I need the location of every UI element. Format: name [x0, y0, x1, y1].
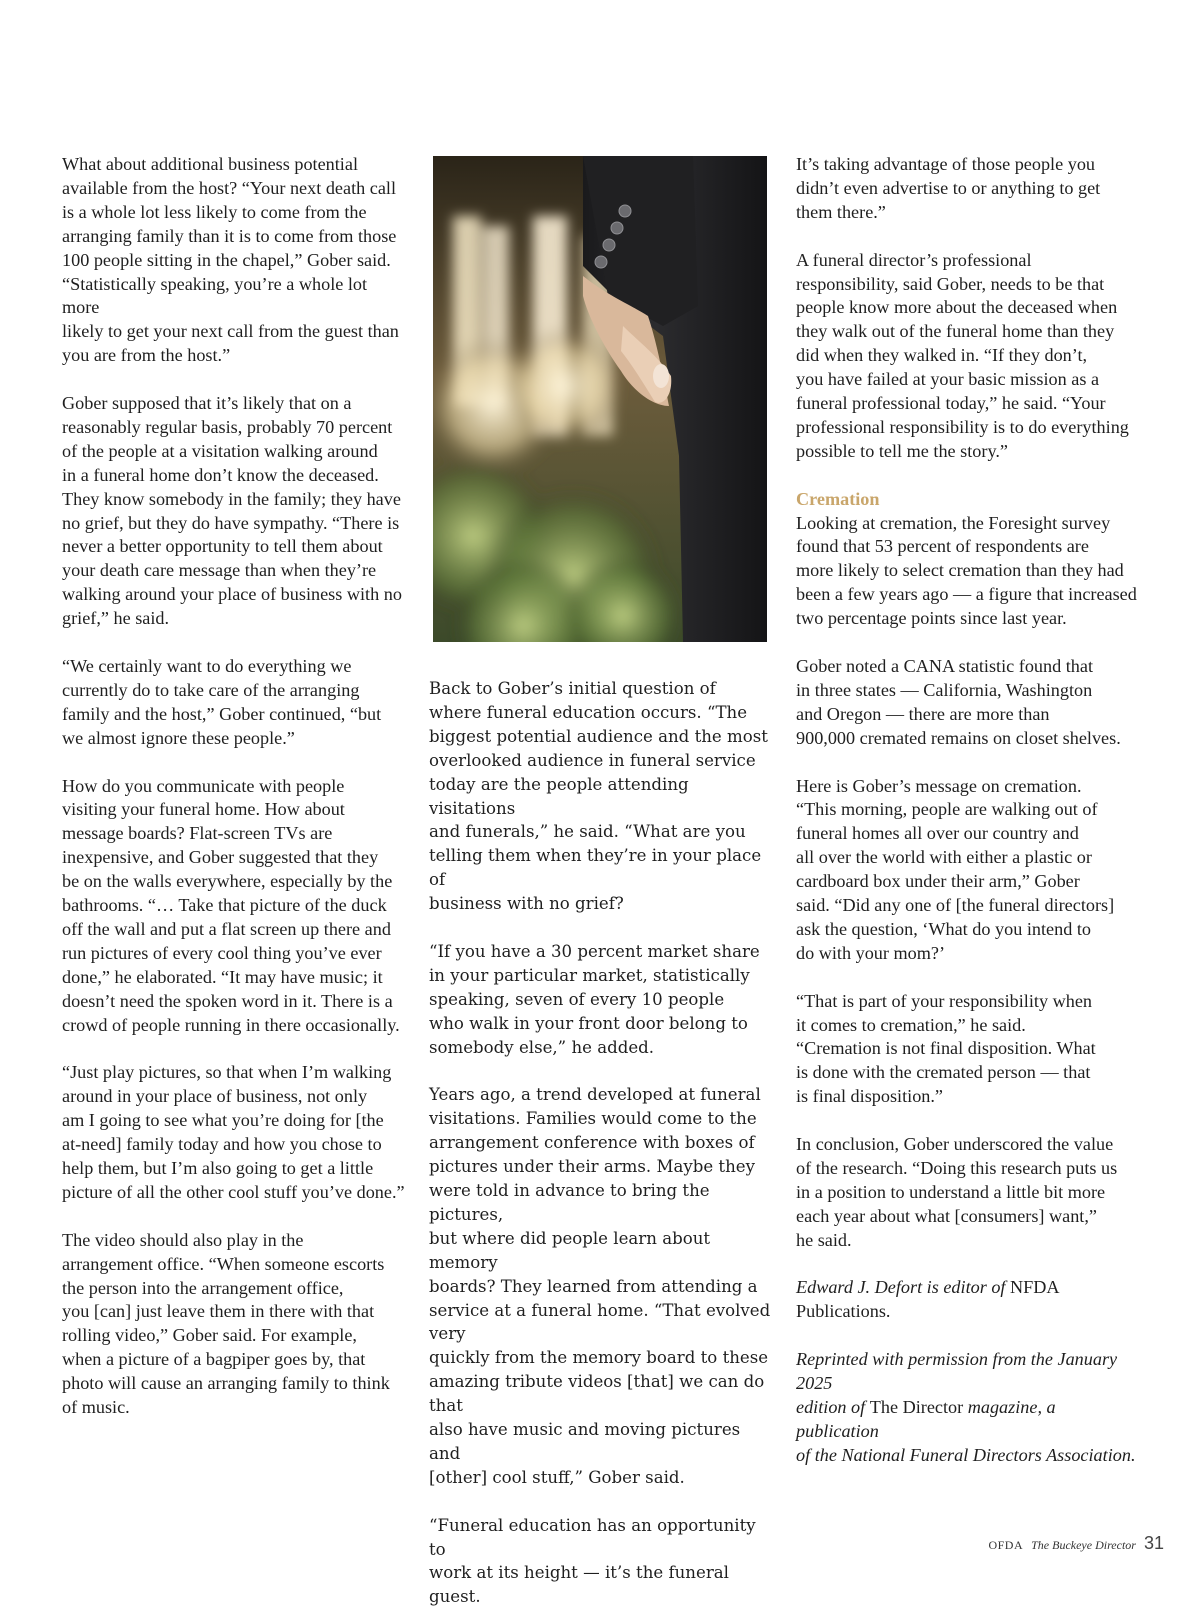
paragraph: Looking at cremation, the Foresight survey found that 53 percent of respondents are more likely to select cremation than they had been a few years ago — a figure that increased two percentage points since last year.	[796, 512, 1137, 629]
paragraph: “That is part of your responsibility when it comes to cremation,” he said. “Cremation is not final disposition. What is done with the cremated person — that is final disposition.”	[796, 990, 1096, 1107]
reprint-text: Reprinted with permission from the January 2025 edition of	[796, 1349, 1118, 1417]
article-column-left	[62, 153, 408, 1420]
paragraph: Gober supposed that it’s likely that on a reasonably regular basis, probably 70 percent of the people at a visitation walking around in a funeral home don’t know the deceased. They know somebody in the family; they have no grief, but they do have sympathy. “There is never a better opportunity to tell them about your death care message than when they’re walking around your place of business with no grief,” he said.	[62, 393, 402, 629]
reprint-magazine-title: The Director	[869, 1397, 964, 1417]
paragraph: Gober noted a CANA statistic found that in three states — California, Washington and Oregon — there are more than 900,000 cremated remains on closet shelves.	[796, 655, 1121, 748]
article-column-right	[796, 153, 1142, 1468]
paragraph: Here is Gober’s message on cremation. “This morning, people are walking out of funeral homes all over our country and all over the world with either a plastic or cardboard box under their arm,” Gober said. “Did any one of [the funeral directors] ask the question, ‘What do you intend to do with your mom?’	[796, 775, 1115, 963]
paragraph: In conclusion, Gober underscored the value of the research. “Doing this research puts us in a position to understand a little bit more each year about what [consumers] want,” he said.	[796, 1134, 1118, 1250]
funeral-mourner-photo	[433, 156, 767, 642]
section-heading: Cremation	[796, 488, 880, 509]
reprint-notice	[796, 1348, 1142, 1468]
reprint-text-end: magazine, a publication of the National Funeral Directors Association.	[796, 1397, 1136, 1465]
footer-magazine: The Buckeye Director	[1031, 1538, 1136, 1552]
paragraph: The video should also play in the arrangement office. “When someone escorts the person into the arrangement office, you [can] just leave them in there with that rolling video,” Gober said. For example, when a picture of a bagpiper goes by, that photo will cause an arranging family to think of music.	[62, 1229, 390, 1418]
article-column-middle	[429, 677, 771, 1609]
author-byline	[796, 1276, 1142, 1324]
paragraph: It’s taking advantage of those people you didn’t even advertise to or anything to get them there.”	[796, 154, 1101, 222]
paragraph: What about additional business potential available from the host? “Your next death call is a whole lot less likely to come from the arranging family than it is to come from those 100 people sitting in the chapel,” Gober said. “Statistically speaking, you’re a whole lot more likely to get your next call from the guest than you are from the host.”	[62, 154, 399, 366]
paragraph: “We certainly want to do everything we currently do to take care of the arranging family and the host,” Gober continued, “but we almost ignore these people.”	[62, 656, 382, 748]
footer-publisher: OFDA	[988, 1538, 1024, 1552]
paragraph: Back to Gober’s initial question of where funeral education occurs. “The biggest potential audience and the most overlooked audience in funeral service today are the people attending visitations and funerals,” he said. “What are you telling them when they’re in your place of business with no grief?	[429, 679, 768, 914]
paragraph: A funeral director’s professional responsibility, said Gober, needs to be that people know more about the deceased when they walk out of the funeral home than they did when they walked in. “If they don’t, you have failed at your basic mission as a funeral professional today,” he said. “Your professional responsibility is to do everything possible to tell me the story.”	[796, 249, 1129, 461]
byline-publication: NFDA Publications.	[796, 1277, 1059, 1322]
paragraph: Years ago, a trend developed at funeral visitations. Families would come to the arrangement conference with boxes of pictures under their arms. Maybe they were told in advance to bring the pictures, but where did people learn about memory boards? They learned from attending a service at a funeral home. “That evolved very quickly from the memory board to these amazing tribute videos [that] we can do that also have music and moving pictures and [other] cool stuff,” Gober said.	[429, 1085, 771, 1487]
paragraph: “Funeral education has an opportunity to work at its height — it’s the funeral guest.	[429, 1515, 756, 1607]
page-footer	[988, 1533, 1164, 1553]
paragraph: “If you have a 30 percent market share in your particular market, statistically speaking, seven of every 10 people who walk in your front door belong to somebody else,” he added.	[429, 941, 760, 1057]
byline-italic: Edward J. Defort is editor of	[796, 1277, 1011, 1298]
paragraph: How do you communicate with people visiting your funeral home. How about message boards? Flat-screen TVs are inexpensive, and Gober suggested that they be on the walls everywhere, especially by the bathrooms. “… Take that picture of the duck off the wall and put a flat screen up there and run pictures of every cool thing you’ve ever done,” he elaborated. “It may have music; it doesn’t need the spoken word in it. There is a crowd of people running in there occasionally.	[62, 775, 400, 1035]
photo-illustration	[433, 156, 767, 642]
paragraph: “Just play pictures, so that when I’m walking around in your place of business, not only am I going to see what you’re doing for [the at-need] family today and how you chose to help them, but I’m also going to get a little picture of all the other cool stuff you’ve done.”	[62, 1062, 405, 1202]
page-number: 31	[1143, 1533, 1164, 1553]
